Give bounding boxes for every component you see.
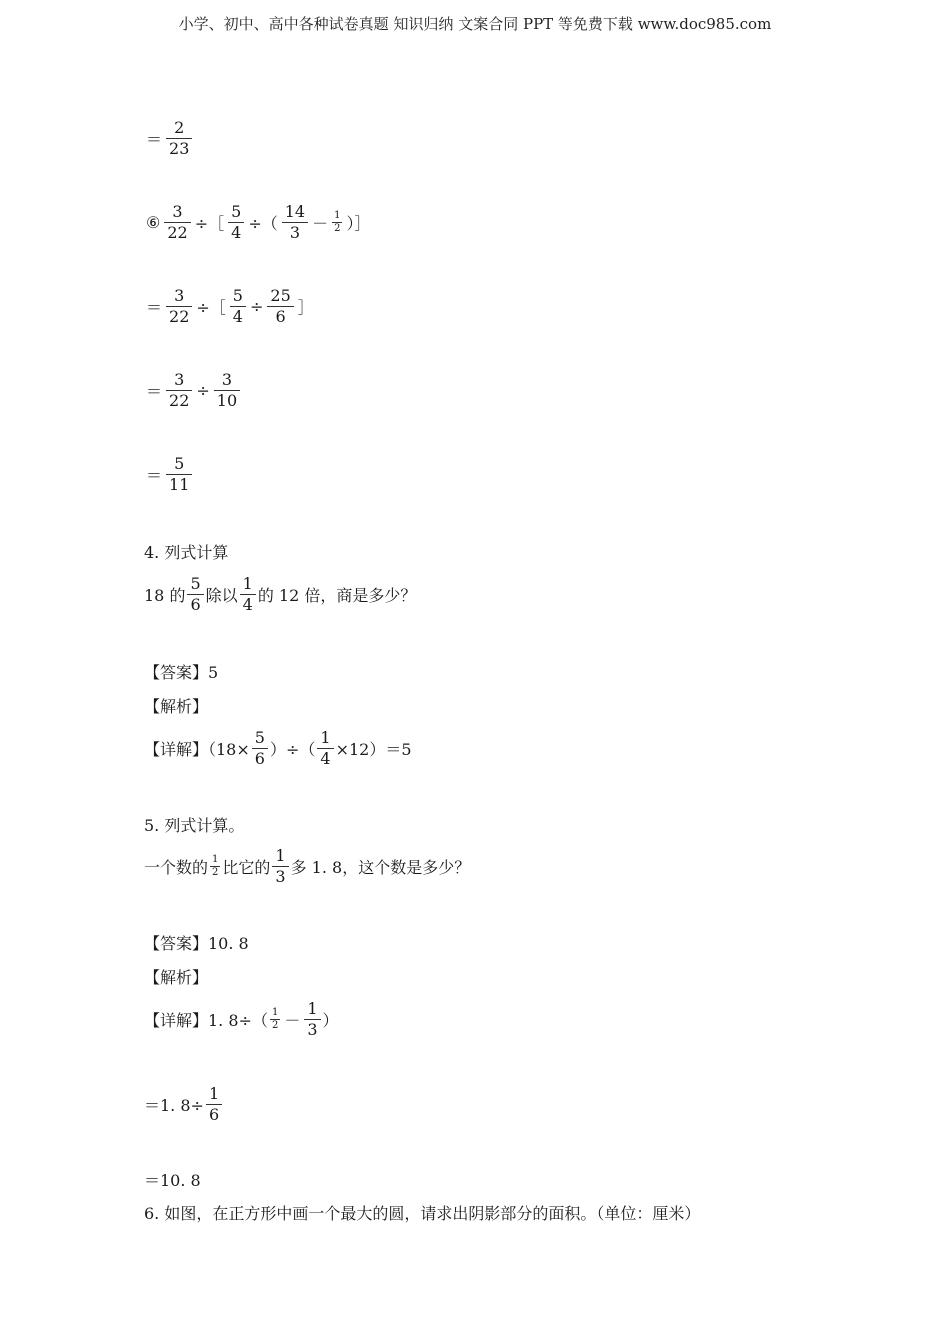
fraction: $\frac{3}{10}$ — [214, 370, 240, 411]
question-5-answer: 【答案】10. 8 — [144, 934, 249, 953]
equals-sign: ＝ — [146, 382, 163, 401]
fraction: $\frac{1}{3}$ — [272, 846, 288, 887]
calc-step-2 — [144, 286, 316, 327]
fraction: $\frac{5}{4}$ — [228, 202, 244, 243]
operator: ÷［ — [194, 214, 225, 233]
fraction: $\frac{1}{2}$ — [212, 854, 219, 878]
equals-sign: ＝ — [146, 298, 163, 317]
fraction: $\frac{25}{6}$ — [267, 286, 293, 327]
question-5-step-2: ＝1. 8÷ $\frac{1}{6}$ — [144, 1084, 224, 1125]
question-5-text: 一个数的 $\frac{1}{2}$ 比它的 $\frac{1}{3}$ 多 1. 8，这个数是多少？ — [144, 846, 471, 886]
question-5-detail: 【详解】1. 8÷（ $\frac{1}{2}$ － $\frac{1}{3}$ ） — [144, 999, 339, 1039]
calc-step-result-1 — [144, 118, 194, 159]
operator: ÷ — [196, 381, 210, 400]
calc-final-result — [144, 454, 194, 495]
fraction: $\frac{1}{2}$ — [271, 1007, 279, 1031]
closing-bracket: ］ — [297, 298, 314, 317]
operator: － — [312, 214, 329, 233]
question-5-step-3: ＝10. 8 — [144, 1171, 201, 1190]
page-header: 小学、初中、高中各种试卷真题 知识归纳 文案合同 PPT 等免费下载 www.doc985.com — [178, 15, 772, 33]
fraction: $\frac{5}{6}$ — [252, 728, 268, 769]
problem-number: ⑥ — [146, 213, 161, 232]
fraction: $\frac{14}{3}$ — [282, 202, 308, 243]
equals-sign: ＝ — [146, 466, 163, 485]
question-4-analysis: 【解析】 — [144, 697, 209, 716]
operator: ÷ — [249, 297, 264, 316]
fraction: $\frac{5}{6}$ — [187, 574, 203, 615]
fraction: $\frac{5}{4}$ — [230, 286, 246, 327]
operator: ÷（ — [248, 214, 278, 233]
fraction: $\frac{1}{3}$ — [304, 999, 320, 1040]
closing-brackets: ）］ — [346, 214, 371, 233]
question-6-title: 6. 如图，在正方形中画一个最大的圆，请求出阴影部分的面积。（单位：厘米） — [144, 1204, 701, 1223]
problem-6-expression — [144, 202, 373, 243]
operator: ÷［ — [196, 298, 226, 317]
fraction: $\frac{3}{22}$ — [166, 370, 192, 411]
fraction: $\frac{5}{11}$ — [166, 454, 192, 495]
question-4-answer: 【答案】5 — [144, 663, 219, 682]
fraction: $\frac{2}{23}$ — [166, 118, 192, 159]
question-4-title: 4. 列式计算 — [144, 543, 229, 562]
fraction: $\frac{1}{6}$ — [206, 1084, 222, 1125]
fraction: $\frac{1}{2}$ — [334, 210, 341, 234]
question-5-analysis: 【解析】 — [144, 968, 209, 987]
calc-step-3 — [144, 370, 242, 411]
fraction: $\frac{3}{22}$ — [166, 286, 192, 327]
question-4-detail: 【详解】（18× $\frac{5}{6}$ ）÷（ $\frac{1}{4}$ ×12）＝5 — [144, 728, 412, 768]
question-5-title: 5. 列式计算。 — [144, 816, 245, 835]
question-4-text: 18 的 $\frac{5}{6}$ 除以 $\frac{1}{4}$ 的 12 倍，商是多少？ — [144, 574, 417, 614]
fraction: $\frac{1}{4}$ — [240, 574, 256, 615]
fraction: $\frac{1}{4}$ — [317, 728, 333, 769]
fraction: $\frac{3}{22}$ — [164, 202, 190, 243]
equals-sign: ＝ — [146, 130, 163, 149]
